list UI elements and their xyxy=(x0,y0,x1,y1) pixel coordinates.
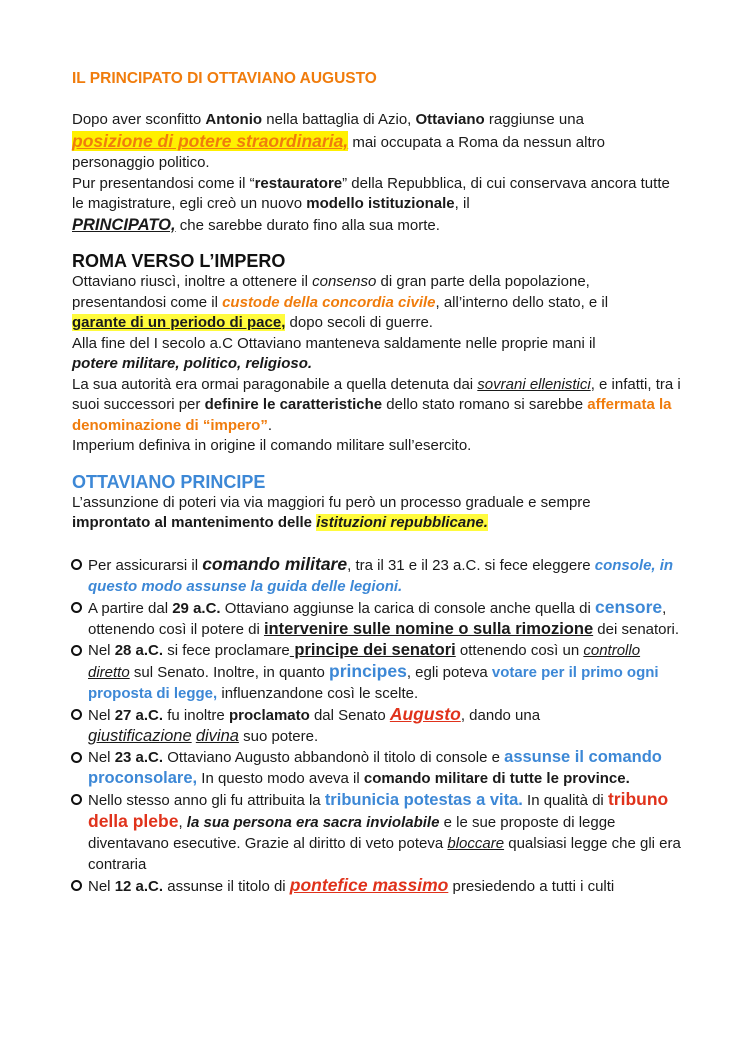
text: , xyxy=(178,813,187,831)
text: si fece proclamare xyxy=(163,641,290,659)
year: 29 a.C. xyxy=(172,599,221,617)
censore-term: censore xyxy=(595,596,663,617)
year: 23 a.C. xyxy=(114,748,164,766)
year: 28 a.C. xyxy=(114,641,164,659)
controllo-term: controllo xyxy=(583,641,641,659)
paragraph-assunzione xyxy=(72,493,684,534)
bloccare-term: bloccare xyxy=(447,834,505,852)
principato-term: PRINCIPATO, xyxy=(72,215,176,234)
text: nella battaglia di Azio, xyxy=(262,111,416,128)
text: presiedendo a tutti i culti xyxy=(448,877,615,895)
text: Nel xyxy=(88,706,115,724)
proclamato-term: proclamato xyxy=(228,706,310,724)
paragraph-imperium: Imperium definiva in origine il comando militare sull’esercito. xyxy=(72,437,472,454)
text: Ottaviano riuscì, inoltre a ottenere il xyxy=(72,273,313,290)
text: Ottaviano aggiunse la carica di console anche quella di xyxy=(220,599,596,617)
text: dei senatori. xyxy=(593,620,680,638)
princeps-term: principes xyxy=(329,660,407,681)
section-heading-principe: OTTAVIANO PRINCIPE xyxy=(72,471,266,492)
divina-term: divina xyxy=(195,726,239,745)
text: , egli poteva xyxy=(406,663,492,681)
highlight-garante: garante di un periodo di pace, xyxy=(72,314,286,331)
sovrani-term: sovrani ellenistici xyxy=(477,375,591,393)
bullet-circle-icon xyxy=(71,709,82,720)
text: , e infatti, tra i suoi successori per xyxy=(72,375,681,413)
votare-term: votare per il primo ogni proposta di legge, xyxy=(88,663,659,702)
giustificazione-term: giustificazione xyxy=(88,726,192,745)
list-item xyxy=(72,875,684,897)
text: , il xyxy=(454,195,470,212)
text: A partire dal xyxy=(88,599,173,617)
text: Ottaviano Augusto abbandonò il titolo di console e xyxy=(163,748,505,766)
bullet-list xyxy=(72,554,684,897)
definire-term: definire le caratteristiche xyxy=(204,396,383,413)
assunse-term: assunse il comando proconsolare, xyxy=(88,747,662,787)
text: Per assicurarsi il xyxy=(88,556,203,574)
tribunicia-term: tribunicia potestas a vita. xyxy=(324,790,523,809)
bold-restauratore: restauratore xyxy=(254,174,343,192)
text: dello stato romano si sarebbe xyxy=(382,396,588,413)
text: Alla fine del I secolo a.C Ottaviano manteneva saldamente nelle proprie mani il xyxy=(72,334,596,352)
comando-term: comando militare xyxy=(202,553,348,574)
pontefice-term: pontefice massimo xyxy=(289,874,449,895)
text: Dopo aver sconfitto xyxy=(72,111,206,128)
text: dal Senato xyxy=(309,706,390,724)
text: La sua autorità era ormai paragonabile a quella detenuta dai xyxy=(72,375,478,393)
text: In questo modo aveva il xyxy=(197,769,364,787)
highlight-posizione: posizione di potere straordinaria, xyxy=(72,130,349,151)
list-item xyxy=(72,597,684,640)
text: , all’interno dello stato, e il xyxy=(435,293,609,311)
document-title: IL PRINCIPATO DI OTTAVIANO AUGUSTO xyxy=(72,70,377,87)
tribuno-term: tribuno della plebe xyxy=(88,788,669,831)
affermata-term: affermata la denominazione di “impero” xyxy=(72,396,672,434)
principe-term: principe dei senatori xyxy=(289,640,456,659)
text: qualsiasi legge che gli era contraria xyxy=(88,834,681,873)
text: fu inoltre xyxy=(163,706,229,724)
year: 12 a.C. xyxy=(114,877,164,895)
text: Nel xyxy=(88,748,115,766)
paragraph-consenso xyxy=(72,272,684,334)
paragraph-principato xyxy=(72,174,684,237)
paragraph-autorita xyxy=(72,375,684,437)
text: Pur presentandosi come il “ xyxy=(72,174,255,192)
text: raggiunse una xyxy=(484,111,584,128)
list-item xyxy=(72,640,684,704)
text: , dando una xyxy=(460,706,541,724)
potere-term: potere militare, politico, religioso. xyxy=(72,355,313,372)
text: suo potere. xyxy=(238,727,319,745)
text: . xyxy=(267,416,273,434)
list-item xyxy=(72,554,684,597)
list-item xyxy=(72,747,684,789)
text: assunse il titolo di xyxy=(163,877,290,895)
text: di gran parte della popolazione, presentandosi come il xyxy=(72,273,590,311)
console-term: console, in questo modo assunse la guida delle legioni. xyxy=(88,556,674,595)
text: e le sue proposte di legge diventavano esecutive. Grazie al diritto di veto poteva xyxy=(88,813,616,852)
year: 27 a.C. xyxy=(114,706,164,724)
text: , tra il 31 e il 23 a.C. si fece eleggere xyxy=(347,556,595,574)
text: Nello stesso anno gli fu attribuita la xyxy=(88,791,325,809)
text: dopo secoli di guerre. xyxy=(285,314,433,331)
text: Nel xyxy=(88,641,115,659)
text: che sarebbe durato fino alla sua morte. xyxy=(175,216,440,234)
intervenire-term: intervenire sulle nomine o sulla rimozione xyxy=(263,619,594,638)
augusto-term: Augusto xyxy=(389,703,461,724)
bold-modello: modello istituzionale xyxy=(306,195,455,212)
text: , ottenendo così il potere di xyxy=(88,599,667,638)
bullet-circle-icon xyxy=(71,752,82,763)
bullet-circle-icon xyxy=(71,880,82,891)
bold-ottaviano: Ottaviano xyxy=(415,111,485,128)
text: ottenendo così un xyxy=(455,641,584,659)
bold-antonio: Antonio xyxy=(205,111,263,128)
bullet-circle-icon xyxy=(71,794,82,805)
sacra-term: la sua persona era sacra inviolabile xyxy=(186,813,440,831)
text: ” della Repubblica, di cui conservava ancora tutte le magistrature, egli creò un nuovo xyxy=(72,174,670,212)
consenso-term: consenso xyxy=(312,273,377,290)
diretto-term: diretto xyxy=(88,663,130,681)
text: mai occupata a Roma da nessun altro personaggio politico. xyxy=(72,133,605,171)
bullet-circle-icon xyxy=(71,645,82,656)
text: In qualità di xyxy=(522,791,608,809)
custode-term: custode della concordia civile xyxy=(222,293,436,311)
comando-tutte-term: comando militare di tutte le province. xyxy=(363,769,630,787)
highlight-istituzioni: istituzioni repubblicane. xyxy=(316,514,488,531)
bullet-circle-icon xyxy=(71,602,82,613)
text: influenzandone così le scelte. xyxy=(217,684,419,702)
list-item xyxy=(72,789,684,875)
section-heading-roma: ROMA VERSO L’IMPERO xyxy=(72,251,286,271)
text: sul Senato. Inoltre, in quanto xyxy=(129,663,330,681)
list-item xyxy=(72,704,684,747)
text: Nel xyxy=(88,877,115,895)
improntato-term: improntato al mantenimento delle xyxy=(72,514,317,531)
paragraph-potere xyxy=(72,334,684,375)
text: L’assunzione di poteri via via maggiori fu però un processo graduale e sempre xyxy=(72,493,591,511)
paragraph-intro xyxy=(72,110,684,174)
bullet-circle-icon xyxy=(71,559,82,570)
document-page xyxy=(72,70,684,897)
